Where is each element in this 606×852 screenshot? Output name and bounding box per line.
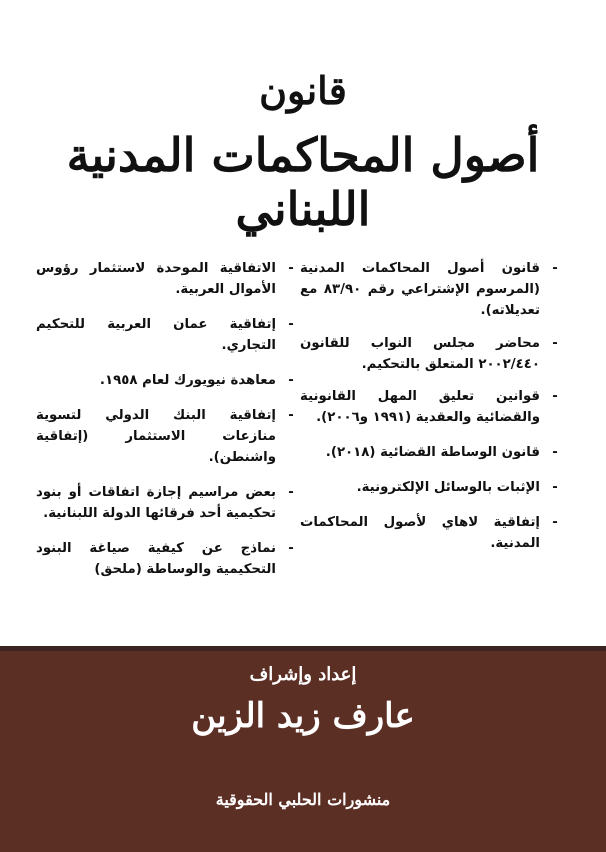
title-top: قانون bbox=[259, 68, 347, 113]
bullet-dash: - bbox=[288, 408, 294, 423]
bullet-dash: - bbox=[552, 336, 558, 351]
contents-list-right bbox=[300, 258, 562, 554]
bullet-dash: - bbox=[552, 261, 558, 276]
bullet-dash: - bbox=[288, 373, 294, 388]
bullet-dash: - bbox=[552, 389, 558, 404]
list-item: - معاهدة نيويورك لعام ١٩٥٨. bbox=[36, 370, 298, 391]
list-item: - إتفاقية عمان العربية للتحكيم التجاري. bbox=[36, 314, 298, 356]
bullet-dash: - bbox=[288, 485, 294, 500]
list-item: - الاتفاقية الموحدة لاستثمار رؤوس الأموال العربية. bbox=[36, 258, 298, 300]
book-title: أصول المحاكمات المدنية اللبناني bbox=[66, 128, 540, 236]
bullet-dash: - bbox=[288, 541, 294, 556]
publisher-name: منشورات الحلبي الحقوقية bbox=[215, 790, 391, 809]
prepared-by-label: إعداد وإشراف bbox=[249, 664, 357, 685]
bullet-dash: - bbox=[552, 480, 558, 495]
list-item: - محاضر مجلس النواب للقانون ٢٠٠٢/٤٤٠ المتعلق بالتحكيم. bbox=[300, 333, 562, 375]
bullet-dash: - bbox=[552, 445, 558, 460]
list-item: - نماذج عن كيفية صياغة البنود التحكيمية والوساطة (ملحق) bbox=[36, 538, 298, 580]
list-item: - إتفاقية البنك الدولي لتسوية منازعات الاستثمار (إتفاقية واشنطن). bbox=[36, 405, 298, 468]
list-item: - إتفاقية لاهاي لأصول المحاكمات المدنية. bbox=[300, 512, 562, 554]
list-item: - قوانين تعليق المهل القانونية والقضائية والعقدية (١٩٩١ و٢٠٠٦). bbox=[300, 386, 562, 428]
list-item: - قانون الوساطة القضائية (٢٠١٨). bbox=[300, 442, 562, 463]
list-item: - الإثبات بالوسائل الإلكترونية. bbox=[300, 477, 562, 498]
list-item: - قانون أصول المحاكمات المدنية (المرسوم الإشتراعي رقم ٨٣/٩٠ مع تعديلاته). bbox=[300, 258, 562, 321]
author-name: عارف زيد الزين bbox=[191, 696, 415, 736]
list-item: - بعض مراسيم إجازة اتفاقات أو بنود تحكيمية أحد فرقائها الدولة اللبنانية. bbox=[36, 482, 298, 524]
bullet-dash: - bbox=[288, 317, 294, 332]
contents-list-left bbox=[36, 258, 298, 580]
bullet-dash: - bbox=[552, 515, 558, 530]
bullet-dash: - bbox=[288, 261, 294, 276]
